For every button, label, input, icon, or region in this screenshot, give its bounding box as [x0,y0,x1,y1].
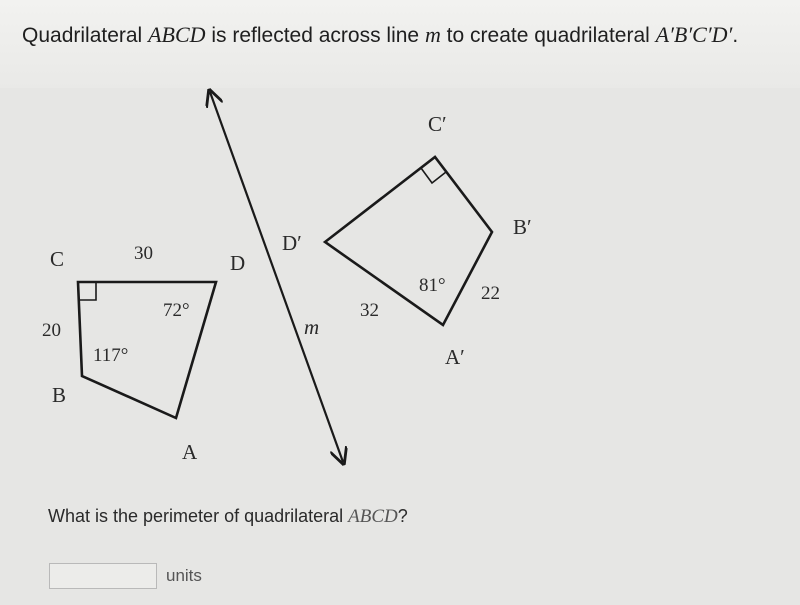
line-m-label: m [304,315,320,339]
side-label-a-prime-b-prime: 22 [481,283,500,304]
question-text: Quadrilateral ABCD is reflected across line m to create quadrilateral A′B′C′D′. [22,22,739,47]
vertex-label-c: C [50,247,65,271]
perimeter-question: What is the perimeter of quadrilateral ABCD? [48,506,408,527]
angle-label-d: 72° [163,300,190,321]
vertex-label-d-prime: D′ [282,231,302,255]
vertex-label-a-prime: A′ [445,345,465,369]
prompt-shape-name: ABCD [348,506,398,527]
vertex-label-b: B [52,383,67,407]
vertex-label-d: D [230,251,246,275]
vertex-label-c-prime: C′ [428,112,447,136]
answer-input[interactable] [49,563,157,589]
right-angle-mark-c [78,282,96,300]
reflection-line-m [210,92,343,462]
side-label-a-prime-d-prime: 32 [360,300,379,321]
units-label: units [166,566,202,585]
side-label-bc: 20 [42,320,61,341]
image-shape-name: A′B′C′D′ [655,22,733,47]
line-name: m [424,22,441,47]
side-label-cd: 30 [134,243,153,264]
reflection-diagram [0,80,800,480]
vertex-label-a: A [182,440,198,464]
vertex-label-b-prime: B′ [513,215,532,239]
right-angle-mark-c-prime [421,168,446,183]
shape-name: ABCD [148,22,206,47]
quadrilateral-a-prime-b-prime-c-prime-d-prime [325,157,492,325]
angle-label-b: 117° [93,345,129,366]
angle-label-a-prime: 81° [419,275,446,296]
